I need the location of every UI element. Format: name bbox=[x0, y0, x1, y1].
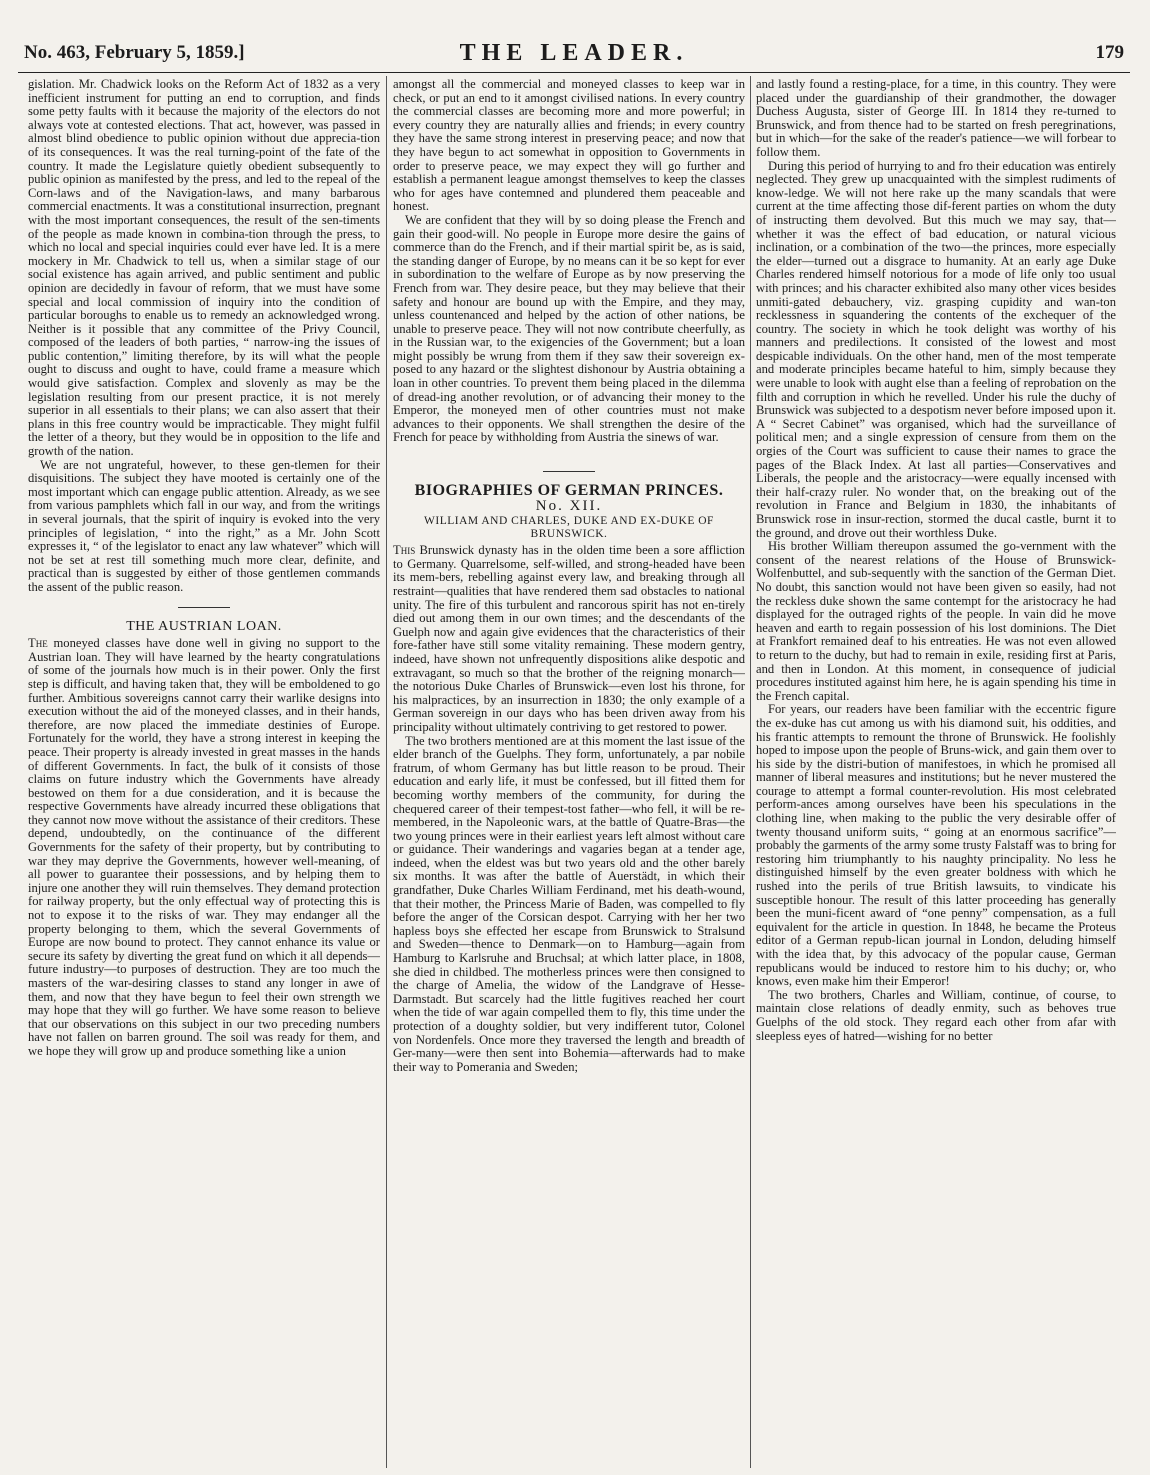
article-paragraph: His brother William thereupon assumed the go-vernment with the consent of the nearest relations of the House of Brunswick-Wolfenbuttel, and sub-sequently with the sanction of the German Diet. No doubt, this sanction would not have been given so easily, had not the reckless duke shown the same contempt for the aristocracy he had displayed for the outraged rights of the people. In vain did he move heaven and earth to regain possession of his lost dominions. The Diet at Frankfort remained deaf to his entreaties. He was not even allowed to return to the duchy, but had to remain in exile, residing first at Paris, and then in London. At this moment, in consequence of judicial procedures instituted against him here, he is again spending his time in the French capital. bbox=[756, 539, 1116, 703]
masthead-title: THE LEADER. bbox=[459, 40, 689, 66]
article-paragraph bbox=[28, 637, 380, 1058]
article-paragraph: The two brothers, Charles and William, continue, of course, to maintain close relations of deadly enmity, such as behoves true Guelphs of the old stock. They regard each other from afar with sleepless eyes of hatred—wishing for no better bbox=[756, 987, 1116, 1043]
page-header bbox=[18, 42, 1130, 73]
section-subtitle: WILLIAM AND CHARLES, DUKE AND EX-DUKE OF BRUNSWICK. bbox=[424, 515, 714, 540]
section-title: THE AUSTRIAN LOAN. bbox=[126, 618, 282, 634]
article-paragraph: For years, our readers have been familiar with the eccentric figure the ex-duke has cut among us with his diamond suit, his oddities, and his frantic attempts to remount the throne of Brunswick. He foolishly hoped to impose upon the people of Bruns-wick, and gain them over to his side by the distri-bution of manifestoes, in which he promised all manner of liberal measures and institutions; but he never mustered the courage to attempt a formal counter-revolution. His most celebrated perform-ances among ourselves have been his speculations in the clothing line, when making to the public the very desirable offer of twenty thousand uniform suits, “ going at an enormous sacrifice”—probably the garments of the army some trusty Falstaff was to bring for restoring him triumphantly to his naughty principality. No less he distinguished himself by the even greater boldness with which he rushed into the perils of true British lawsuits, to vindicate his susceptible honour. The result of this latter proceeding has generally been the muni-ficent award of “one penny” compensation, as a full equivalent for the article in question. In 1848, he became the Proteus editor of a German repub-lican journal in London, deluding himself with the idea that, by this advocacy of the popular cause, German republicans would be induced to restore him to his duchy; or, who knows, even make him their Emperor! bbox=[756, 702, 1116, 989]
article-paragraph: and lastly found a resting-place, for a time, in this country. They were placed under the guardianship of their grandmother, the dowager Duchess Augusta, sister of George III. In 1814 they re-turned to Brunswick, and from thence had to be started on fresh peregrinations, but in which—for the sake of the reader's patience—we will forbear to follow them. bbox=[756, 78, 1116, 159]
article-paragraph: The two brothers mentioned are at this moment the last issue of the elder branch of the Guelphs. They form, unfortunately, a par nobile fratrum, of whom Germany has but little reason to be proud. Their education and early life, it must be confessed, but ill fitted them for becoming worthy members of the community, for during the chequered career of their tempest-tost father—who fell, it will be re-membered, in the Napoleonic wars, at the battle of Quatre-Bras—the two young princes were in their earliest years left almost without care or guidance. Their wanderings and vagaries began at a tender age, indeed, when the eldest was but two years old and the other barely six months. It was after the battle of Auerstädt, in which their grandfather, Duke Charles William Ferdinand, met his death-wound, that their mother, the Princess Marie of Baden, was compelled to fly before the anger of the Corsican despot. Carrying with her her two hapless boys she effected her escape from Brunswick to Stralsund and Sweden—thence to Denmark—on to Hamburg—again from Hamburg to Karlsruhe and Bruchsal; at which latter place, in 1808, she died in childbed. The motherless princes were then consigned to the charge of Amelia, the widow of the Landgrave of Hesse-Darmstadt. But scarcely had the little fugitives reached her court when the tide of war again compelled them to fly, this time under the protection of a doughty soldier, but very indifferent tutor, Colonel von Nordenfels. Once more they traversed the length and breadth of Ger-many—were then sent into Bohemia—afterwards had to make their way to Pomerania and Sweden; bbox=[393, 733, 745, 1074]
article-paragraph: We are confident that they will by so doing please the French and gain their good-will. No people in Europe more desire the gains of commerce than do the French, and if their martial spirit be, as is said, the standing danger of Europe, by no means can it be so kept for ever in subordination to the welfare of Europe as by now preserving the French from war. They desire peace, but they may believe that their safety and honour are bound up with the Empire, and they may, unless countenanced and helped by the action of other nations, be unable to preserve peace. They will not now contribute cheerfully, as in the Russian war, to the exigencies of the Government; but a loan might possibly be wrung from them if they saw their sovereign ex-posed to any hazard or the slightest dishonour by Austria obtaining a loan in other countries. To prevent them being placed in the dilemma of dread-ing another revolution, or of advancing their money to the Emperor, the moneyed men of other countries must not make advances to their opponents. We shall strengthen the desire of the French for peace by withholding from Austria the sinews of war. bbox=[393, 212, 745, 445]
paragraph-text: moneyed classes have done well in giving no support to the Austrian loan. They will have learned by the hearty congratulations of some of the journals how much is in their power. Only the first step is difficult, and having taken that, they will be emboldened to go further. Ambitious sovereigns cannot carry their warlike designs into execution without the aid of the moneyed classes, and in their hands, therefore, are now placed the immediate destinies of Europe. Fortunately for the world, they have a strong interest in keeping the peace. Their property is already invested in great masses in the hands of different Governments. In fact, the bulk of it consists of those claims on future industry which the Governments have already bestowed on them for a due consideration, and it is because the respective Governments have already incurred these obligations that they cannot now move without the assistance of their creditors. These depend, undoubtedly, on the continuance of the different Governments for the safety of their property, but by contributing to war they may deprive the Governments, however well-meaning, of all power to guarantee their possessions, and by helping them to injure one another they will ruin themselves. They demand protection for railway property, but the only effectual way of protecting this is not to expose it to the risks of war. They may endanger all the property belonging to them, which the several Governments of Europe are now bound to protect. They cannot enhance its value or secure its safety by diverting the great fund on which it all depends—future industry—to purposes of destruction. They are too much the masters of the war-desiring classes to stand any longer in awe of them, and now that they have begun to feel their own strength we may hope that they will go further. We have some reason to believe that our observations on this subject in our two preceding numbers have not fallen on barren ground. The soil was ready for them, and we hope they will grow up and produce something like a union bbox=[28, 636, 380, 1058]
column-rule bbox=[386, 76, 387, 1468]
article-paragraph: amongst all the commercial and moneyed classes to keep war in check, or put an end to it amongst civilised nations. In every country the commercial classes are becoming more and more powerful; in every country they are naturally allies and friends; in every country they have the same strong interest in preserving peace; and now that they have begun to act somewhat in opposition to Governments in order to preserve peace, we may expect they will go further and establish a permanent league amongst themselves to keep the classes who for ages have contemned and plundered them peaceable and honest. bbox=[393, 78, 745, 214]
article-paragraph: During this period of hurrying to and fro their education was entirely neglected. They grew up unacquainted with the simplest rudiments of know-ledge. We will not here rake up the many scandals that were current at the time affecting those dif-ferent parties on whom the duty of instructing them devolved. But this much we may say, that—whether it was the effect of bad education, or natural vicious inclination, or a combination of the two—the princes, more especially the elder—turned out a disgrace to humanity. At an early age Duke Charles rendered himself notorious for a mode of life only too usual with princes; and his character exhibited also many other vices besides unmiti-gated debauchery, viz. grasping cupidity and wan-ton recklessness in squandering the contents of the exchequer of the country. The society in which he took delight was worthy of his manners and predilections. It consisted of the lowest and most despicable individuals. On the other hand, men of the most temperate and moderate principles became hateful to him, simply because they were unable to look with aught else than a feeling of reprobation on the filth and corruption in which he revelled. Under his rule the duchy of Brunswick was subjected to a despotism never before imposed upon it. A “ Secret Cabinet” was organised, which had the surveillance of political men; and a single expression of censure from them on the orgies of the Court was sufficient to cause their names to grace the pages of the Black Index. At last all parties—Conservatives and Liberals, the people and the aristocracy—were equally incensed with their half-crazy ruler. No wonder that, on the breaking out of the revolution in France and Belgium in 1830, the inhabitants of Brunswick rose in insur-rection, stormed the ducal castle, burnt it to the ground, and drove out their worthless Duke. bbox=[756, 158, 1116, 540]
lead-word: The bbox=[28, 636, 48, 651]
page-number: 179 bbox=[1095, 42, 1124, 63]
article-paragraph bbox=[393, 544, 745, 734]
section-title: BIOGRAPHIES OF GERMAN PRINCES. bbox=[414, 482, 724, 500]
column-1 bbox=[28, 78, 380, 1468]
issue-info: No. 463, February 5, 1859.] bbox=[24, 42, 245, 63]
lead-word: This bbox=[393, 543, 416, 558]
section-number: No. XII. bbox=[535, 497, 603, 514]
section-divider bbox=[543, 471, 595, 472]
section-divider bbox=[178, 607, 230, 608]
column-3 bbox=[756, 78, 1116, 1468]
column-rule bbox=[750, 76, 751, 1468]
column-2 bbox=[393, 78, 745, 1468]
article-paragraph: gislation. Mr. Chadwick looks on the Reform Act of 1832 as a very inefficient instrument for putting an end to corruption, and finds some petty faults with it because the majority of the electors do not always vote at contested elections. That act, however, was passed in almost blind obedience to public opinion without due apprecia-tion of its consequences. It was the real turning-point of the fate of the country. It made the Legislature quietly obedient subsequently to public opinion as manifested by the press, and led to the repeal of the Corn-laws and of the Navigation-laws, and many barbarous commercial enactments. It was a constitutional insurrection, pregnant with the most important consequences, the result of the sen-timents of the people as made known in combina-tion through the press, to which no local and special inquiries could ever have led. It is a mere mockery in Mr. Chadwick to tell us, when a similar stage of our social existence has again arrived, and public sentiment and public opinion are decidedly in favour of reform, that we must have some special and local commission of inquiry into the condition of particular boroughs to enable us to remedy an acknowledged wrong. Neither is it possible that any committee of the Privy Council, composed of the leaders of both parties, “ narrow-ing the issues of public contention,” limiting therefore, by its will what the people ought to discuss and ought to have, could frame a measure which would give satisfaction. Complex and slovenly as may be the legislation resulting from our present practice, it is not merely superior in all essentials to their plans; we can also assert that their plans in this free country would be impracticable. They might fulfil the letter of a theory, but they would be in opposition to the life and growth of the nation. bbox=[28, 78, 380, 459]
article-paragraph: We are not ungrateful, however, to these gen-tlemen for their disquisitions. The subject they have mooted is certainly one of the most important which can engage public attention. Already, as we see from various pamphlets which fall in our way, and from the writings in several journals, that the spirit of inquiry is evoked into the very principles of legislation, “ into the right,” as a Mr. John Scott expresses it, “ of the legislator to enact any law whatever” which will not be set at rest till something much more clear, definite, and practical than is suggested by either of those gentlemen commands the assent of the public reason. bbox=[28, 457, 380, 594]
paragraph-text: Brunswick dynasty has in the olden time been a sore affliction to Germany. Quarrelsome, self-willed, and strong-headed have been its mem-bers, rebelling against every law, and breaking through all restraint—qualities that have rendered them sad obstacles to national unity. The fire of this turbulent and rancorous spirit has not en-tirely died out among them in our own times; and the descendants of the Guelph now and again give evidences that the characteristics of their fore-father have still some vitality remaining. These modern gentry, indeed, have shown not unfrequently dispositions alike despotic and extravagant, so much so that the brother of the reigning monarch—the notorious Duke Charles of Brunswick—even lost his throne, for his malpractices, by an insurrection in 1830; the only example of a German sovereign in our days who has been driven away from his principality without ultimately contriving to get restored to power. bbox=[393, 543, 745, 734]
